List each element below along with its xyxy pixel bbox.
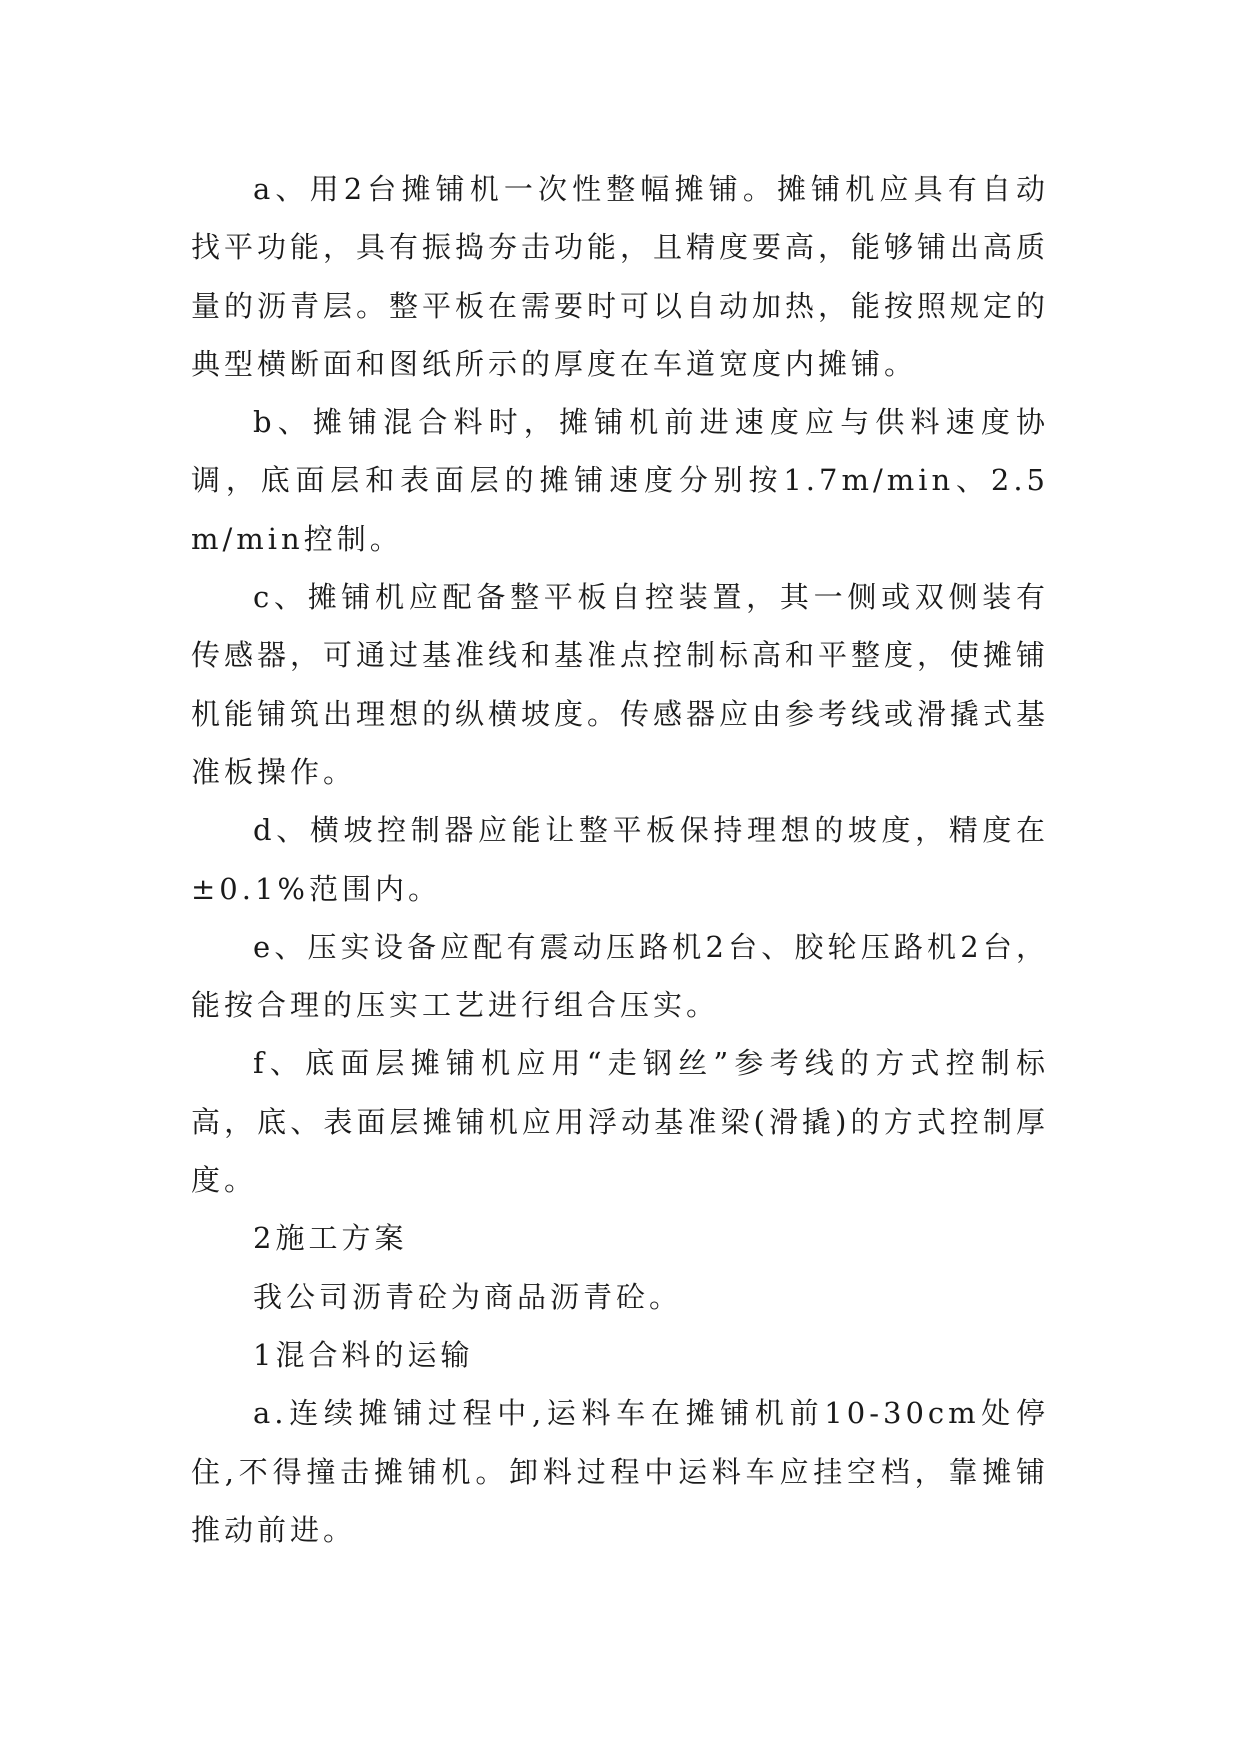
- document-body: [191, 160, 1049, 1559]
- paragraph-elevation-thickness-control: f、底面层摊铺机应用“走钢丝”参考线的方式控制标高，底、表面层摊铺机应用浮动基准梁(滑撬)的方式控制厚度。: [191, 1046, 1049, 1198]
- paragraph-paver-requirements: a、用2台摊铺机一次性整幅摊铺。摊铺机应具有自动找平功能，具有振捣夯击功能，且精度要高，能够铺出高质量的沥青层。整平板在需要时可以自动加热，能按照规定的典型横断面和图纸所示的厚度在车道宽度内摊铺。: [191, 172, 1050, 381]
- subsection-heading-mix-transport: 1混合料的运输: [253, 1337, 474, 1372]
- paragraph-screed-control: c、摊铺机应配备整平板自控装置，其一侧或双侧装有传感器，可通过基准线和基准点控制标高和平整度，使摊铺机能铺筑出理想的纵横坡度。传感器应由参考线或滑撬式基准板操作。: [191, 580, 1050, 789]
- section-heading-construction-plan: 2施工方案: [253, 1221, 408, 1256]
- paragraph-compaction-equipment: e、压实设备应配有震动压路机2台、胶轮压路机2台，能按合理的压实工艺进行组合压实。: [191, 929, 1049, 1023]
- paragraph-slope-controller: d、横坡控制器应能让整平板保持理想的坡度，精度在±0.1%范围内。: [191, 813, 1049, 906]
- paragraph-truck-unloading: a.连续摊铺过程中,运料车在摊铺机前10-30cm处停住,不得撞击摊铺机。卸料过程中运料车应挂空档，靠摊铺推动前进。: [191, 1396, 1049, 1547]
- paragraph-commercial-asphalt: 我公司沥青砼为商品沥青砼。: [253, 1279, 683, 1314]
- paragraph-paving-speed: b、摊铺混合料时，摊铺机前进速度应与供料速度协调，底面层和表面层的摊铺速度分别按1.7m/min、2.5m/min控制。: [191, 405, 1049, 556]
